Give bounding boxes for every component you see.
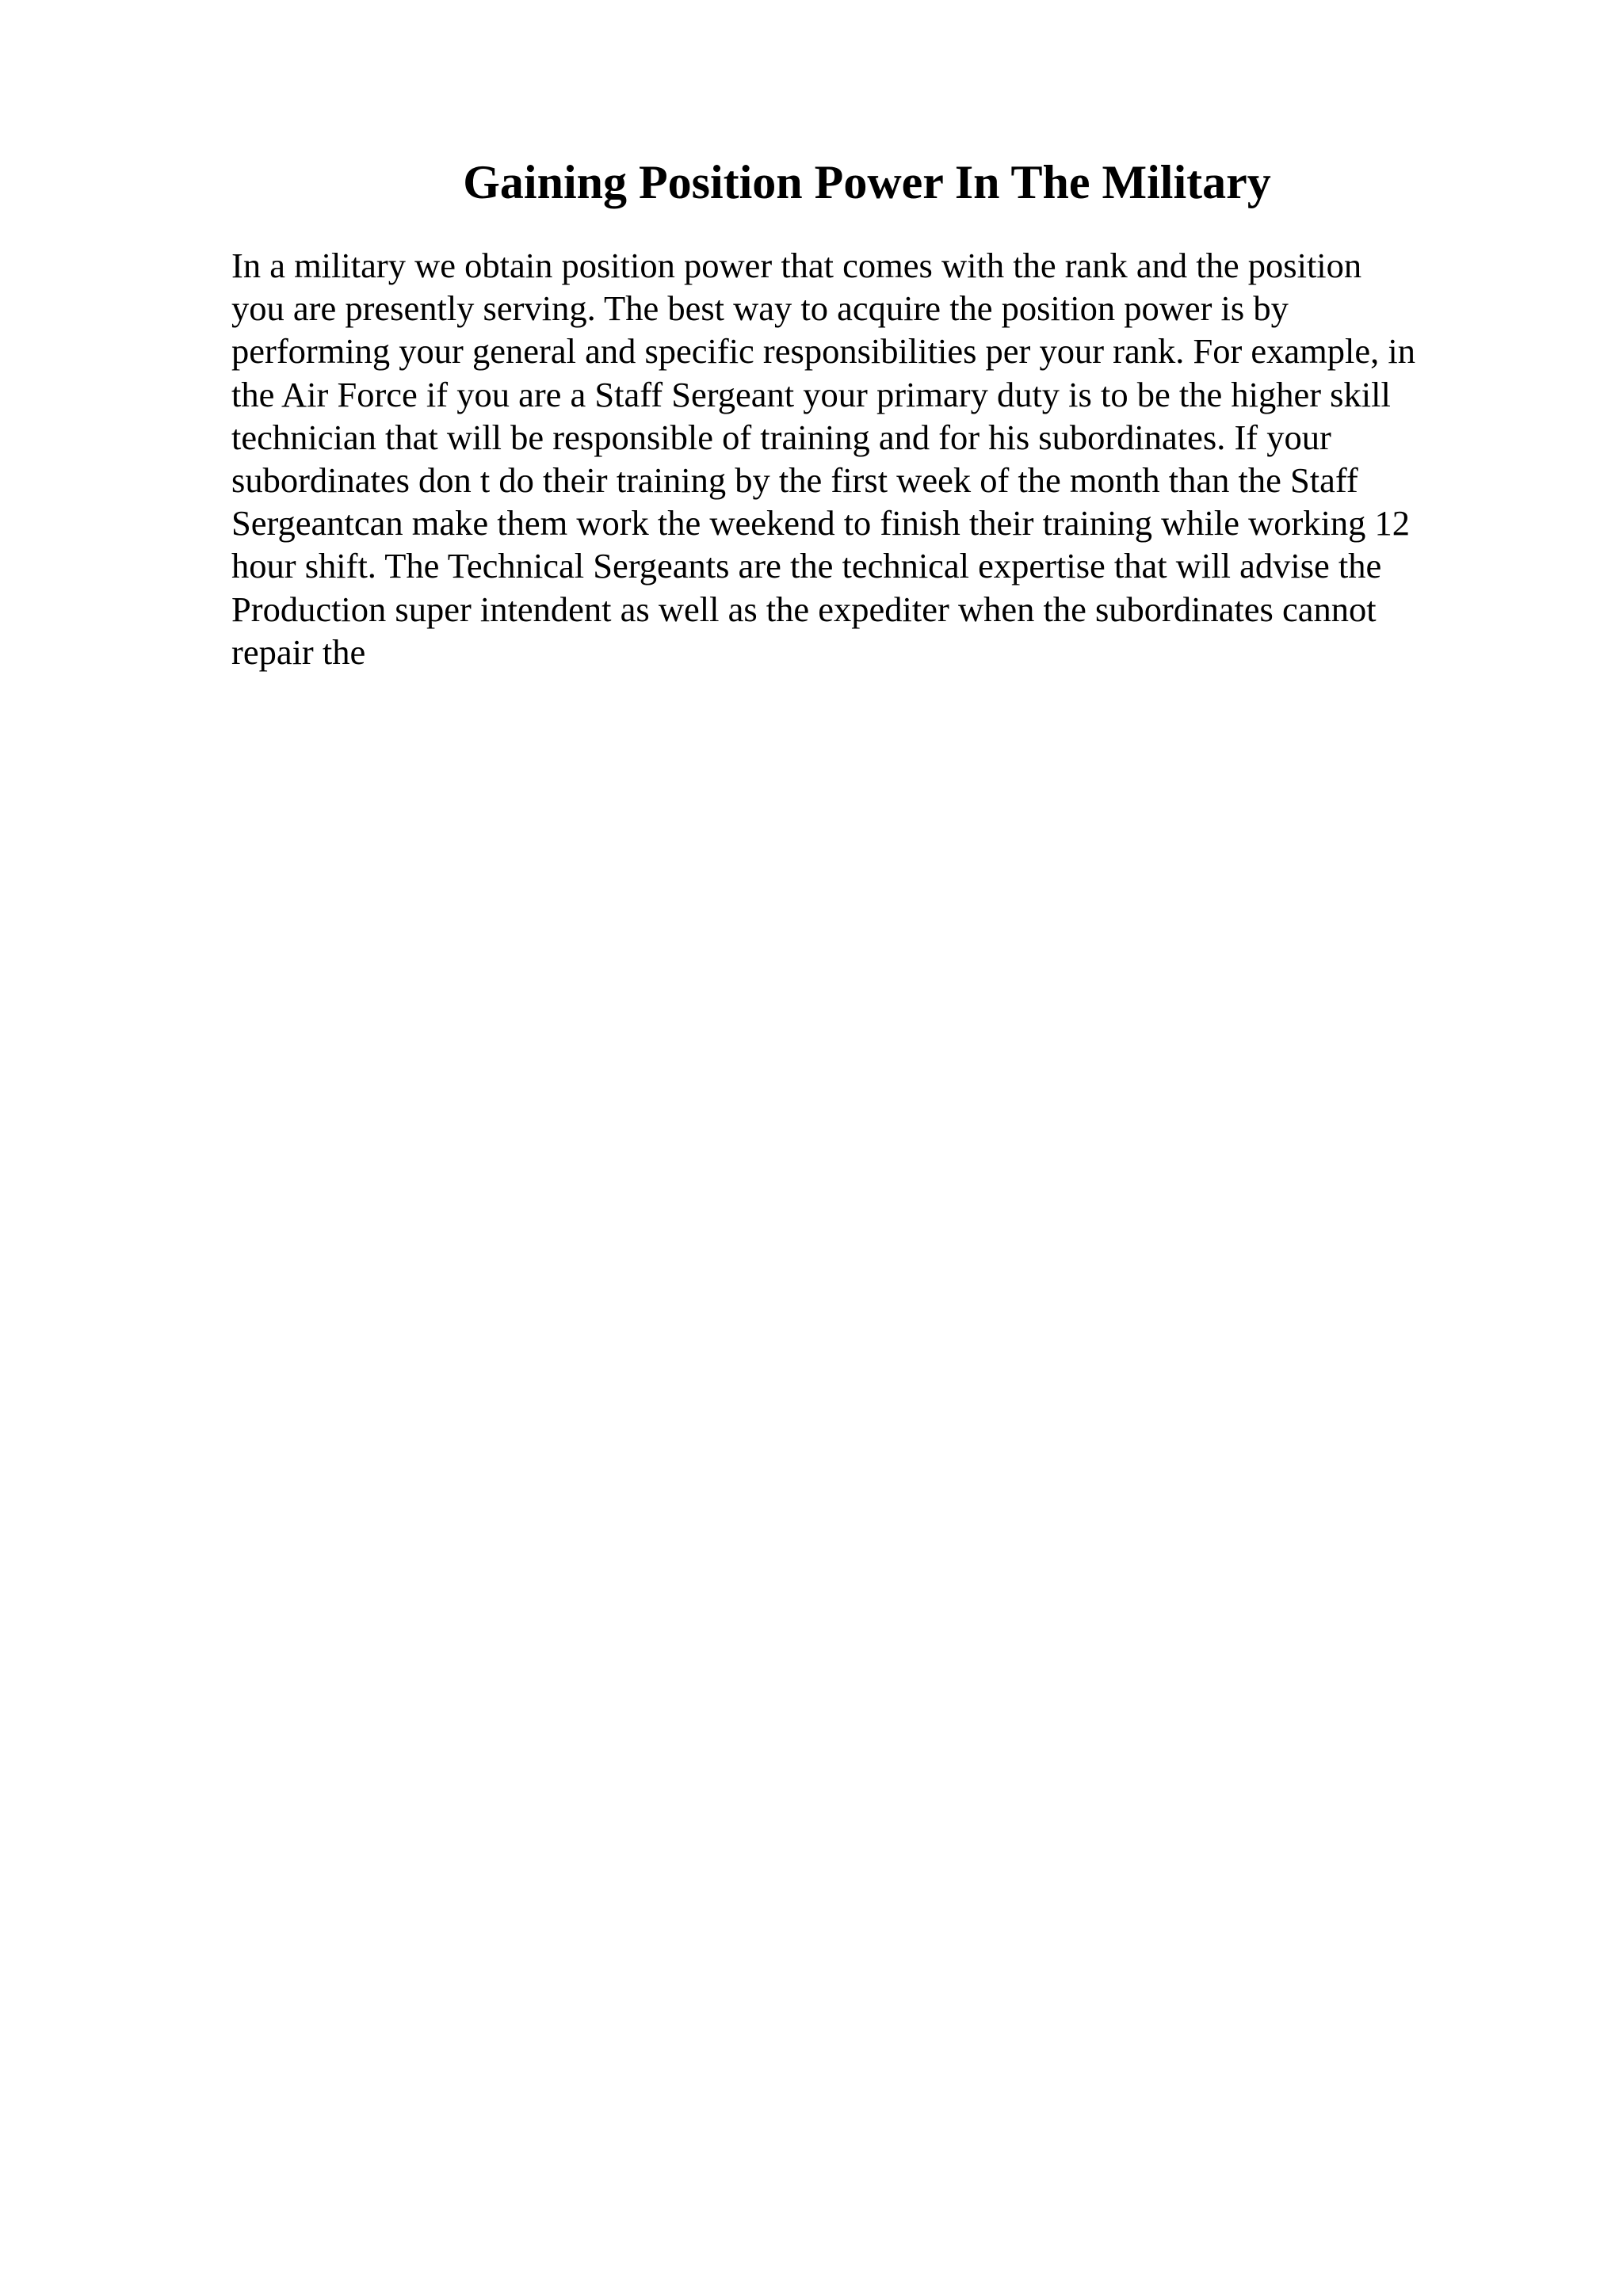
body-line: performing your general and specific responsibilities per your rank. For example, in: [231, 331, 1416, 372]
body-line: Sergeantcan make them work the weekend to finish their training while working 12: [231, 503, 1411, 543]
document-title: Gaining Position Power In The Military: [463, 156, 1271, 208]
body-line: hour shift. The Technical Sergeants are the technical expertise that will advise the: [231, 546, 1382, 586]
body-line: Production super intendent as well as the expediter when the subordinates cannot: [231, 589, 1377, 629]
body-line: subordinates don t do their training by the first week of the month than the Staff: [231, 460, 1358, 501]
body-line: you are presently serving. The best way to acquire the position power is by: [231, 288, 1289, 329]
body-line: the Air Force if you are a Staff Sergeant your primary duty is to be the higher skill: [231, 374, 1391, 414]
body-paragraph: [231, 244, 1491, 673]
body-line: technician that will be responsible of training and for his subordinates. If your: [231, 417, 1331, 457]
body-line: repair the: [231, 631, 366, 672]
body-line: In a military we obtain position power that comes with the rank and the position: [231, 246, 1362, 285]
